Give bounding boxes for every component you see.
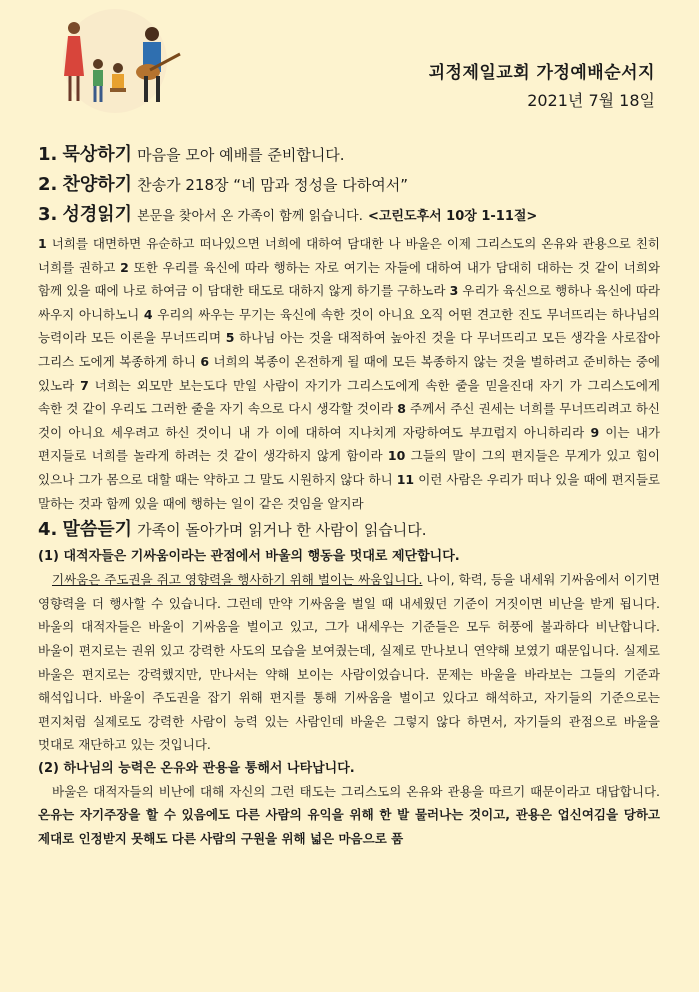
emphasized-text: 온유는 자기주장을 할 수 있음에도 다른 사람의 유익을 위해 한 발 물러나는 것이고, 관용은 업신여김을 당하고 제대로 인정받지 못해도 다른 사람의 구원을 위해 넓은 마음으로 품 xyxy=(38,807,660,847)
sermon-paragraph-1 xyxy=(38,568,660,757)
verse-number: 3 xyxy=(449,283,459,299)
scripture-text xyxy=(38,232,660,515)
worship-date: 2021년 7월 18일 xyxy=(527,91,655,110)
section-number: 2. xyxy=(38,174,58,195)
verse-text: 이는 내가 편지들로 너희를 놀라게 하려는 것 같이 생각하지 않게 함이라 xyxy=(38,424,660,464)
scripture-reference: <고린도후서 10장 1-11절> xyxy=(367,209,538,224)
section-praise xyxy=(38,170,660,200)
sermon-paragraph-2 xyxy=(38,780,660,851)
paragraph-text: 나이, 학력, 등을 내세워 기싸움에서 이기면 영향력을 더 행사할 수 있습니다. 그런데 만약 기싸움을 벌일 때 내세웠던 기준이 거짓이면 비난을 받게 됩니다. 바울의 대적자들은 바울이 기싸움을 벌이고 있고, 그가 내세우는 기준들은 모두 허풍에 불과하다 비난합니다. 바울이 편지로는 권위 있고 강력한 사도의 모습을 보여줬는데, 실제로 만나보니 연약해 보였기 때문입니다. 실제로 바울은 편지로는 강력했지만, 만나서는 약해 보이는 사람이었습니다. 문제는 바울을 바라보는 그들의 기준과 해석입니다. 바울이 주도권을 잡기 위해 편지를 통해 기싸움을 벌이고 있다고 해석하고, 자기들의 기준으로는 편지처럼 실제로도 강력한 사람이 능력 있는 사람인데 바울은 그렇지 않다 하면서, 자기들의 관점으로 바울을 멋대로 재단하고 있는 것입니다. xyxy=(38,572,660,753)
verse-number: 5 xyxy=(225,330,235,346)
section-description: 가족이 돌아가며 읽거나 한 사람이 읽습니다. xyxy=(137,521,427,540)
verse-number: 4 xyxy=(143,306,153,322)
section-description: 찬송가 218장 “네 맘과 정성을 다하여서” xyxy=(137,176,408,194)
verse-text: 너희는 외모만 보는도다 만일 사람이 자기가 그리스도에게 속한 줄을 믿을진대 자기 가 그리스도에게 속한 것 같이 우리도 그러한 줄을 자기 속으로 다시 생각할 것이라 xyxy=(38,377,661,417)
section-title: 성경읽기 xyxy=(62,204,133,225)
verse-number: 7 xyxy=(80,377,89,393)
verse-text: 이런 사람은 우리가 떠나 있을 때에 편지들로 말하는 것과 함께 있을 때에 행하는 일이 같은 것임을 알지라 xyxy=(38,471,660,511)
verse-number: 10 xyxy=(387,448,406,464)
sermon-point-2: (2) 하나님의 능력은 온유와 관용을 통해서 나타납니다. xyxy=(38,760,355,776)
family-worship-illustration xyxy=(40,6,190,116)
paragraph-text: 바울은 대적자들의 비난에 대해 자신의 그런 태도는 그리스도의 온유와 관용을 따르기 때문이라고 대답합니다. xyxy=(52,783,660,799)
sermon-point-1: (1) 대적자들은 기싸움이라는 관점에서 바울의 행동을 멋대로 제단합니다. xyxy=(38,549,460,565)
verse-text: 우리의 싸우는 무기는 육신에 속한 것이 아니요 오직 어떤 견고한 진도 무너뜨리는 하나님의 능력이라 모든 이론을 무너뜨리며 xyxy=(38,306,660,346)
verse-text: 주께서 주신 권세는 너희를 무너뜨리려고 하신 것이 아니요 세우려고 하신 것이니 내 가 이에 대하여 지나치게 자랑하여도 부끄럽지 아니하리라 xyxy=(38,401,660,440)
verse-number: 11 xyxy=(396,471,415,487)
verse-number: 6 xyxy=(200,353,210,369)
page-title: 괴정제일교회 가정예배순서지 xyxy=(428,63,655,83)
worship-order xyxy=(38,138,660,851)
verse-number: 8 xyxy=(397,401,406,417)
section-title: 묵상하기 xyxy=(62,144,133,165)
section-sermon xyxy=(38,515,660,545)
section-number: 4. xyxy=(38,519,58,541)
section-number: 3. xyxy=(38,204,58,225)
verse-text: 우리가 육신으로 행하나 육신에 따라 싸우지 아니하노니 xyxy=(38,283,660,322)
underlined-sentence: 기싸움은 주도권을 쥐고 영향력을 행사하기 위해 벌이는 싸움입니다. xyxy=(52,572,423,588)
section-description: 본문을 찾아서 온 가족이 함께 읽습니다. xyxy=(137,209,363,224)
section-title: 말씀듣기 xyxy=(62,519,133,541)
verse-text: 너희의 복종이 온전하게 될 때에 모든 복종하지 않는 것을 벌하려고 준비하는 중에 있노라 xyxy=(38,353,660,393)
verse-number: 2 xyxy=(120,259,129,275)
section-number: 1. xyxy=(38,144,58,165)
section-description: 마음을 모아 예배를 준비합니다. xyxy=(137,146,345,164)
verse-number: 9 xyxy=(590,424,600,440)
verse-text: 또한 우리를 육신에 따라 행하는 자로 여기는 자들에 대하여 내가 담대히 대하는 것 같이 너희와 함께 있을 때에 나로 하여금 이 담대한 태도로 대하지 않게 하기를 구하노라 xyxy=(38,259,661,299)
section-scripture-reading xyxy=(38,200,660,232)
verse-text: 그들의 말이 그의 편지들은 무게가 있고 힘이 있으나 그가 몸으로 대할 때는 약하고 그 말도 시원하지 않다 하니 xyxy=(38,448,660,487)
verse-number: 1 xyxy=(38,236,47,251)
section-title: 찬양하기 xyxy=(62,174,133,195)
verse-text: 하나님 아는 것을 대적하여 높아진 것을 다 무너뜨리고 모든 생각을 사로잡아 그리스 도에게 복종하게 하니 xyxy=(38,330,660,369)
section-meditation xyxy=(38,140,660,170)
verse-text: 너희를 대면하면 유순하고 떠나있으면 너희에 대하여 담대한 나 바울은 이제 그리스도의 온유와 관용으로 친히 너희를 권하고 xyxy=(38,236,660,275)
